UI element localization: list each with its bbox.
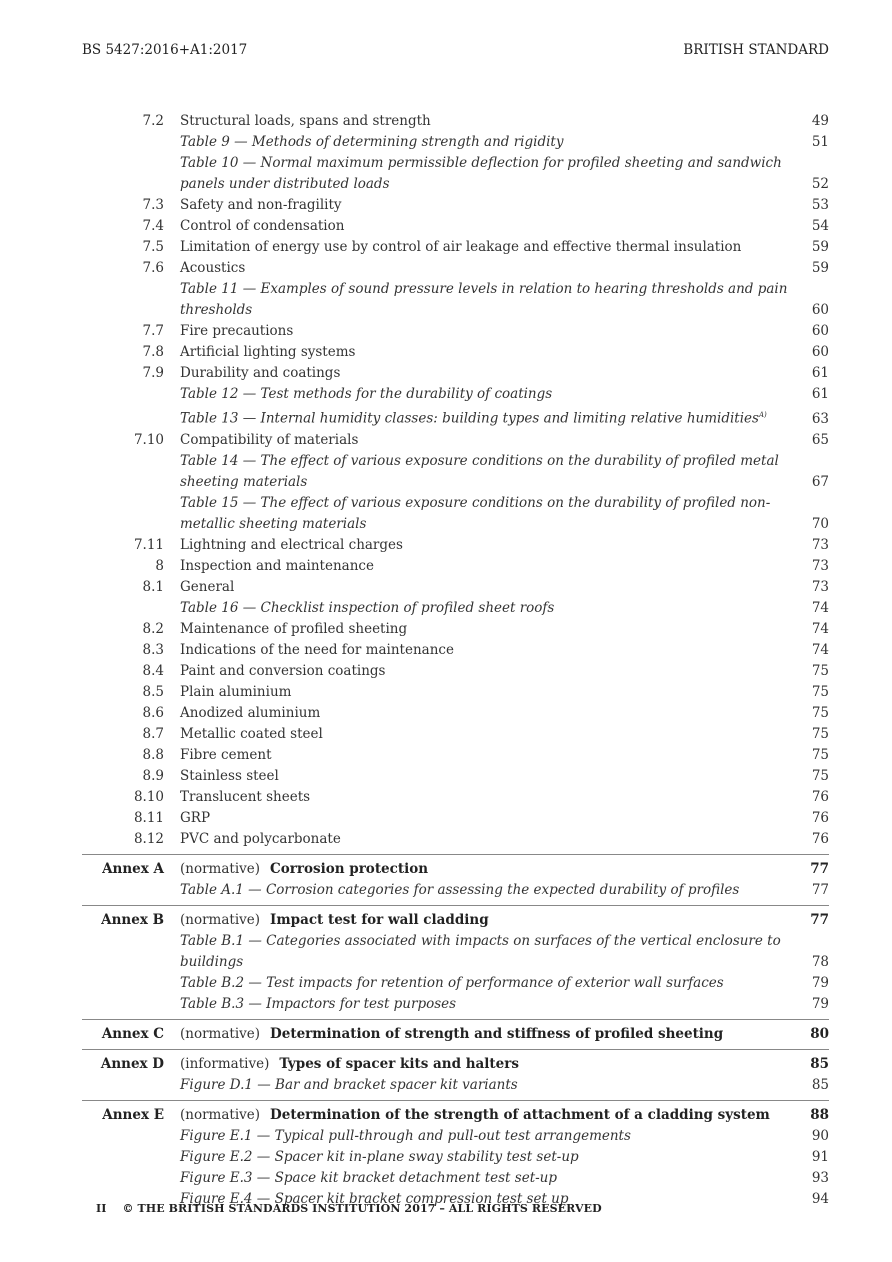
toc-annex-title-block bbox=[180, 1105, 795, 1126]
amendment-marker: A) bbox=[758, 411, 767, 419]
toc-page-number: 77 bbox=[810, 860, 829, 877]
toc-entry-title-text: Anodized aluminium bbox=[180, 704, 321, 721]
toc-page-number: 60 bbox=[811, 344, 829, 360]
annex-type-label: (informative) bbox=[180, 1055, 270, 1072]
toc-entry-title-text: Maintenance of profiled sheeting bbox=[180, 620, 408, 637]
toc-entry-title-text: Paint and conversion coatings bbox=[180, 662, 386, 679]
toc-entry[interactable] bbox=[82, 808, 829, 829]
toc-annex-title-block bbox=[180, 859, 795, 880]
toc-entry-title-text: Table 11 — Examples of sound pressure levels in relation to hearing thresholds and pain thresholds bbox=[180, 281, 788, 318]
toc-entry-number: 7.3 bbox=[142, 197, 164, 213]
toc-entry[interactable] bbox=[82, 535, 829, 556]
toc-page-number: 79 bbox=[811, 974, 829, 991]
toc-entry-title-text: Figure D.1 — Bar and bracket spacer kit variants bbox=[180, 1076, 518, 1093]
toc-page-number: 79 bbox=[811, 995, 829, 1012]
toc-entry-title bbox=[180, 1126, 795, 1147]
toc-table-figure-entry[interactable] bbox=[82, 493, 829, 535]
toc-entry-number: Annex B bbox=[101, 911, 164, 928]
toc-entry-number: 8.9 bbox=[142, 767, 164, 784]
toc-annex-entry[interactable] bbox=[82, 1019, 829, 1045]
toc-entry-title-text: Lightning and electrical charges bbox=[180, 536, 403, 553]
toc-entry[interactable] bbox=[82, 363, 829, 384]
toc-page-number: 90 bbox=[811, 1127, 829, 1144]
header-publisher: BRITISH STANDARD bbox=[683, 42, 829, 58]
toc-entry-title-text: General bbox=[180, 578, 235, 595]
toc-entry-number: 8.7 bbox=[142, 725, 164, 742]
toc-table-figure-entry[interactable] bbox=[82, 994, 829, 1015]
toc-entry-title-text: Artificial lighting systems bbox=[180, 344, 356, 360]
toc-page-number: 63 bbox=[811, 410, 829, 427]
toc-annex-entry[interactable] bbox=[82, 1100, 829, 1126]
toc-entry-title-text: Table 16 — Checklist inspection of profiled sheet roofs bbox=[180, 599, 555, 616]
toc-entry-title-text: Table 9 — Methods of determining strength and rigidity bbox=[180, 134, 564, 150]
toc-table-figure-entry[interactable] bbox=[82, 1126, 829, 1147]
toc-entry-title bbox=[180, 111, 795, 132]
toc-table-figure-entry[interactable] bbox=[82, 931, 829, 973]
toc-annex-entry[interactable] bbox=[82, 854, 829, 880]
toc-entry-title bbox=[180, 1168, 795, 1189]
toc-entry-title-text: Fibre cement bbox=[180, 746, 272, 763]
toc-entry-number: 8.6 bbox=[142, 704, 164, 721]
toc-page-number: 74 bbox=[811, 599, 829, 616]
toc-entry-title bbox=[180, 766, 795, 787]
toc-entry-title-text: Figure E.1 — Typical pull-through and pull-out test arrangements bbox=[180, 1127, 631, 1144]
toc-table-figure-entry[interactable] bbox=[82, 1147, 829, 1168]
toc-page-number: 78 bbox=[811, 953, 829, 970]
toc-page-number: 76 bbox=[811, 830, 829, 847]
toc-entry-title-text: Figure E.2 — Spacer kit in-plane sway stability test set-up bbox=[180, 1148, 579, 1165]
footer-copyright: © THE BRITISH STANDARDS INSTITUTION 2017 – ALL RIGHTS RESERVED bbox=[122, 1202, 602, 1215]
toc-entry-number: 7.10 bbox=[133, 431, 164, 448]
toc-entry-title bbox=[180, 384, 795, 405]
toc-page-number: 74 bbox=[811, 620, 829, 637]
annex-type-label: (normative) bbox=[180, 911, 261, 928]
toc-table-figure-entry[interactable] bbox=[82, 880, 829, 901]
annex-title: Determination of strength and stiffness of profiled sheeting bbox=[270, 1025, 724, 1042]
toc-entry[interactable] bbox=[82, 619, 829, 640]
toc-entry-title bbox=[180, 195, 795, 216]
toc-page-number: 80 bbox=[810, 1025, 829, 1042]
toc-entry-title bbox=[180, 430, 795, 451]
toc-annex-entry[interactable] bbox=[82, 1049, 829, 1075]
toc-entry-title-text: Indications of the need for maintenance bbox=[180, 641, 454, 658]
toc-annex-title-block bbox=[180, 1024, 795, 1045]
toc-entry-title bbox=[180, 619, 795, 640]
toc-entry[interactable] bbox=[82, 724, 829, 745]
toc-entry-title-text: Table 15 — The effect of various exposure conditions on the durability of profiled non-metallic sheeting materials bbox=[180, 494, 771, 532]
toc-entry-title-text: Durability and coatings bbox=[180, 365, 341, 381]
toc-entry-title-text: Table A.1 — Corrosion categories for assessing the expected durability of profiles bbox=[180, 881, 740, 898]
toc-page-number: 94 bbox=[811, 1190, 829, 1207]
toc-entry[interactable] bbox=[82, 703, 829, 724]
toc-entry[interactable] bbox=[82, 766, 829, 787]
toc-entry-title-text: Metallic coated steel bbox=[180, 725, 323, 742]
toc-entry-title-text: Table 12 — Test methods for the durability of coatings bbox=[180, 386, 553, 402]
toc-page-number: 77 bbox=[811, 881, 829, 898]
toc-entry-title-text: Figure E.3 — Space kit bracket detachment test set-up bbox=[180, 1169, 558, 1186]
toc-page-number: 67 bbox=[811, 473, 829, 490]
toc-page-number: 61 bbox=[811, 365, 829, 381]
toc-page-number: 59 bbox=[811, 260, 829, 276]
toc-table-figure-entry[interactable] bbox=[82, 973, 829, 994]
toc-entry-number: 8.10 bbox=[133, 788, 164, 805]
toc-entry-title bbox=[180, 1075, 795, 1096]
toc-entry-title-text: Compatibility of materials bbox=[180, 431, 359, 448]
toc-entry-title bbox=[180, 258, 795, 279]
toc-entry-title bbox=[180, 363, 795, 384]
toc-entry[interactable] bbox=[82, 321, 829, 342]
toc-page-number: 73 bbox=[811, 536, 829, 553]
toc-entry-title bbox=[180, 556, 795, 577]
toc-entry-number: 8.4 bbox=[142, 662, 164, 679]
toc-entry-number: Annex E bbox=[102, 1106, 164, 1123]
toc-table-figure-entry[interactable] bbox=[82, 598, 829, 619]
toc-page-number: 76 bbox=[811, 788, 829, 805]
toc-entry-title-text: Limitation of energy use by control of air leakage and effective thermal insulation bbox=[180, 239, 742, 255]
toc-entry-title bbox=[180, 216, 795, 237]
toc-table-figure-entry[interactable] bbox=[82, 279, 829, 321]
toc-page-number: 91 bbox=[811, 1148, 829, 1165]
toc-page-number: 60 bbox=[811, 302, 829, 318]
toc-entry-title bbox=[180, 640, 795, 661]
toc-entry[interactable] bbox=[82, 258, 829, 279]
annex-title: Corrosion protection bbox=[270, 860, 429, 877]
toc-page-number: 61 bbox=[811, 386, 829, 402]
toc-entry-title-text: GRP bbox=[180, 809, 211, 826]
toc-entry[interactable] bbox=[82, 111, 829, 132]
annex-title: Determination of the strength of attachment of a cladding system bbox=[270, 1106, 770, 1123]
toc-entry-title bbox=[180, 405, 795, 430]
toc-page-number: 77 bbox=[810, 911, 829, 928]
toc-page-number: 93 bbox=[811, 1169, 829, 1186]
toc-entry-number: 8.11 bbox=[133, 809, 164, 826]
toc-entry-title bbox=[180, 682, 795, 703]
toc-page-number: 65 bbox=[811, 431, 829, 448]
toc-entry[interactable] bbox=[82, 787, 829, 808]
toc-page-number: 75 bbox=[811, 746, 829, 763]
toc-entry-title bbox=[180, 724, 795, 745]
toc-entry-title-text: Figure E.4 — Spacer kit bracket compression test set up bbox=[180, 1190, 569, 1207]
toc-entry[interactable] bbox=[82, 829, 829, 850]
toc-entry-title bbox=[180, 342, 795, 363]
toc-entry[interactable] bbox=[82, 430, 829, 451]
toc-entry-number: 7.6 bbox=[142, 260, 164, 276]
toc-entry-title-text: PVC and polycarbonate bbox=[180, 830, 341, 847]
toc-entry-title-text: Inspection and maintenance bbox=[180, 557, 374, 574]
annex-title: Types of spacer kits and halters bbox=[279, 1055, 519, 1072]
annex-type-label: (normative) bbox=[180, 1025, 261, 1042]
toc-entry-number: 8.5 bbox=[142, 683, 164, 700]
toc-entry-number: 8.1 bbox=[142, 578, 164, 595]
toc-entry[interactable] bbox=[82, 745, 829, 766]
toc-table-figure-entry[interactable] bbox=[82, 1168, 829, 1189]
toc-entry[interactable] bbox=[82, 237, 829, 258]
toc-annex-title-block bbox=[180, 1054, 795, 1075]
toc-entry-number: Annex A bbox=[102, 860, 164, 877]
toc-entry-title bbox=[180, 661, 795, 682]
toc-table-figure-entry[interactable] bbox=[82, 384, 829, 405]
header-standard-number: BS 5427:2016+A1:2017 bbox=[82, 42, 248, 58]
toc-entry-title-text: Safety and non-fragility bbox=[180, 197, 342, 213]
toc-page-number: 73 bbox=[811, 578, 829, 595]
toc-entry-title-text: Table B.3 — Impactors for test purposes bbox=[180, 995, 457, 1012]
toc-entry-title bbox=[180, 598, 795, 619]
toc-page-number: 60 bbox=[811, 323, 829, 339]
toc-entry[interactable] bbox=[82, 556, 829, 577]
toc-page-number: 49 bbox=[811, 113, 829, 129]
toc-entry-number: 7.9 bbox=[142, 365, 164, 381]
toc-page-number: 59 bbox=[811, 239, 829, 255]
toc-page-number: 85 bbox=[811, 1076, 829, 1093]
toc-entry-number: 7.2 bbox=[142, 113, 164, 129]
toc-entry-number: 7.11 bbox=[133, 536, 164, 553]
toc-page-number: 53 bbox=[811, 197, 829, 213]
annex-type-label: (normative) bbox=[180, 860, 261, 877]
toc-entry[interactable] bbox=[82, 577, 829, 598]
toc-entry-title bbox=[180, 745, 795, 766]
toc-entry-title bbox=[180, 973, 795, 994]
table-of-contents bbox=[82, 111, 829, 1210]
toc-page-number: 75 bbox=[811, 725, 829, 742]
toc-entry-title-text: Structural loads, spans and strength bbox=[180, 113, 431, 129]
toc-entry-number: 8.8 bbox=[142, 746, 164, 763]
toc-table-figure-entry[interactable] bbox=[82, 153, 829, 195]
toc-entry-title bbox=[180, 132, 795, 153]
toc-page-number: 76 bbox=[811, 809, 829, 826]
toc-entry-title-text: Table B.1 — Categories associated with impacts on surfaces of the vertical enclosure to buildings bbox=[180, 932, 781, 970]
toc-page-number: 52 bbox=[811, 176, 829, 192]
toc-entry-title-text: Table 14 — The effect of various exposure conditions on the durability of profiled metal sheeting materials bbox=[180, 452, 779, 490]
toc-entry-title bbox=[180, 880, 795, 901]
toc-entry-title bbox=[180, 493, 795, 535]
toc-entry-title-text: Table B.2 — Test impacts for retention of performance of exterior wall surfaces bbox=[180, 974, 724, 991]
toc-entry[interactable] bbox=[82, 640, 829, 661]
toc-page-number: 75 bbox=[811, 662, 829, 679]
toc-table-figure-entry[interactable] bbox=[82, 1075, 829, 1096]
toc-page-number: 51 bbox=[811, 134, 829, 150]
toc-table-figure-entry[interactable] bbox=[82, 405, 829, 430]
toc-entry-title bbox=[180, 279, 795, 321]
toc-entry-title bbox=[180, 703, 795, 724]
toc-entry-title bbox=[180, 787, 795, 808]
toc-entry-title bbox=[180, 451, 795, 493]
toc-entry[interactable] bbox=[82, 195, 829, 216]
toc-page-number: 70 bbox=[811, 515, 829, 532]
toc-entry-number: 8 bbox=[155, 557, 164, 574]
footer-page-number: II bbox=[96, 1202, 107, 1215]
toc-entry-title bbox=[180, 153, 795, 195]
toc-entry-title bbox=[180, 321, 795, 342]
toc-entry-title bbox=[180, 1147, 795, 1168]
toc-entry-title-text: Control of condensation bbox=[180, 218, 345, 234]
toc-entry-title bbox=[180, 535, 795, 556]
toc-entry-title bbox=[180, 577, 795, 598]
toc-page-number: 74 bbox=[811, 641, 829, 658]
toc-entry-number: 8.12 bbox=[133, 830, 164, 847]
toc-entry[interactable] bbox=[82, 342, 829, 363]
toc-page-number: 73 bbox=[811, 557, 829, 574]
toc-entry-title bbox=[180, 829, 795, 850]
toc-page-number: 75 bbox=[811, 704, 829, 721]
toc-page-number: 75 bbox=[811, 767, 829, 784]
toc-page-number: 88 bbox=[810, 1106, 829, 1123]
toc-entry-title bbox=[180, 808, 795, 829]
toc-entry-number: Annex C bbox=[101, 1025, 164, 1042]
toc-entry-number: Annex D bbox=[100, 1055, 164, 1072]
toc-entry-number: 7.8 bbox=[142, 344, 164, 360]
toc-entry-title bbox=[180, 931, 795, 973]
toc-annex-entry[interactable] bbox=[82, 905, 829, 931]
toc-annex-title-block bbox=[180, 910, 795, 931]
toc-entry-number: 8.2 bbox=[142, 620, 164, 637]
toc-entry-title-text: Table 10 — Normal maximum permissible deflection for profiled sheeting and sandwich panels under distributed loads bbox=[180, 155, 782, 192]
toc-page-number: 85 bbox=[810, 1055, 829, 1072]
toc-entry-number: 7.5 bbox=[142, 239, 164, 255]
annex-title: Impact test for wall cladding bbox=[270, 911, 489, 928]
toc-entry-title-text: Fire precautions bbox=[180, 323, 294, 339]
toc-table-figure-entry[interactable] bbox=[82, 132, 829, 153]
toc-entry-title-text: Table 13 — Internal humidity classes: building types and limiting relative humidities bbox=[180, 410, 759, 427]
toc-entry-title bbox=[180, 994, 795, 1015]
annex-type-label: (normative) bbox=[180, 1106, 261, 1123]
toc-entry-number: 7.4 bbox=[142, 218, 164, 234]
page-footer bbox=[96, 1202, 602, 1215]
toc-entry-number: 8.3 bbox=[142, 641, 164, 658]
toc-entry-title-text: Translucent sheets bbox=[180, 788, 311, 805]
toc-page-number: 54 bbox=[811, 218, 829, 234]
toc-table-figure-entry[interactable] bbox=[82, 451, 829, 493]
toc-entry[interactable] bbox=[82, 661, 829, 682]
toc-page-number: 75 bbox=[811, 683, 829, 700]
toc-entry-title-text: Plain aluminium bbox=[180, 683, 292, 700]
toc-entry-title-text: Acoustics bbox=[180, 260, 246, 276]
toc-entry[interactable] bbox=[82, 682, 829, 703]
toc-entry-number: 7.7 bbox=[142, 323, 164, 339]
toc-entry[interactable] bbox=[82, 216, 829, 237]
toc-entry-title-text: Stainless steel bbox=[180, 767, 279, 784]
toc-entry-title bbox=[180, 237, 795, 258]
